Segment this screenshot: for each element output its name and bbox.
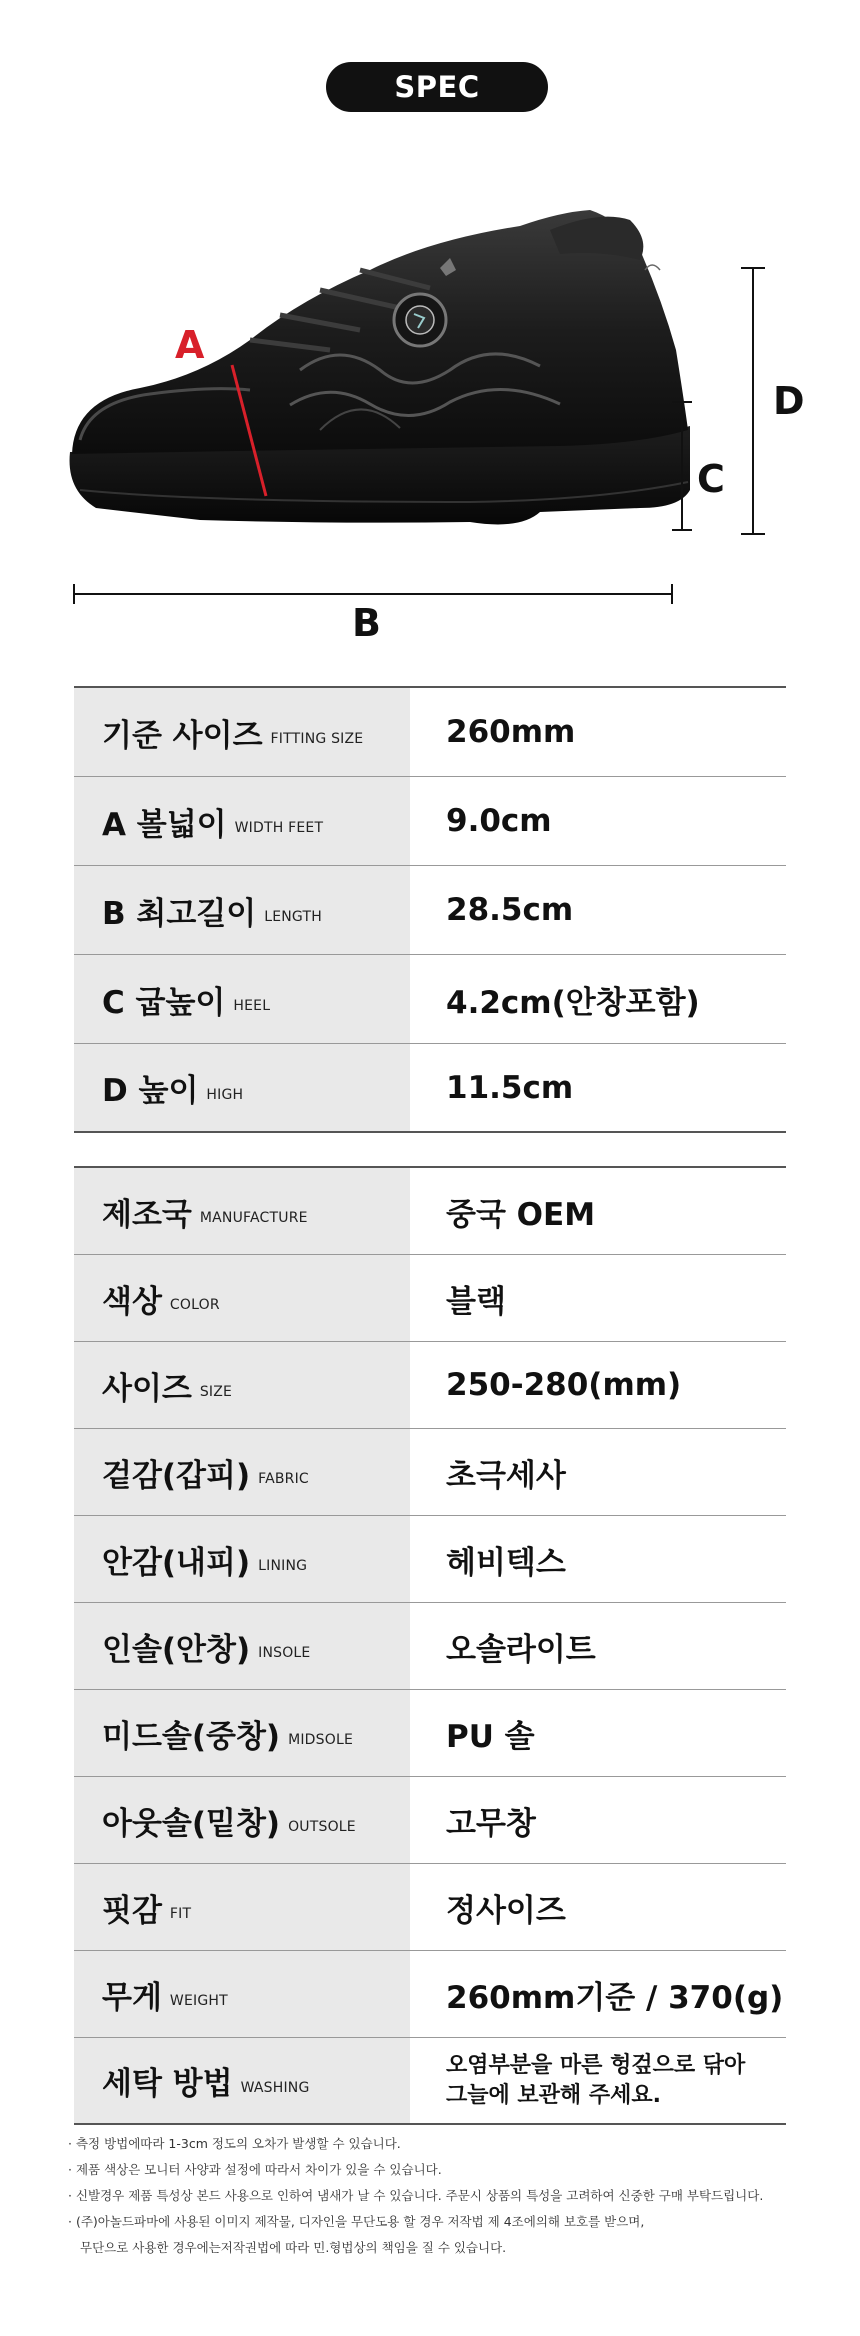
- row-value: 260mm: [410, 688, 786, 776]
- table-row: [74, 866, 786, 955]
- row-label: 안감(내피): [102, 1544, 251, 1581]
- table-row: [74, 1516, 786, 1603]
- table-row: [74, 1603, 786, 1690]
- row-header: [74, 2038, 410, 2123]
- shoe-diagram: [0, 190, 860, 660]
- row-label-en: FABRIC: [258, 1471, 309, 1487]
- table-row: [74, 1690, 786, 1777]
- row-label: 사이즈: [102, 1370, 192, 1407]
- row-label-en: LINING: [258, 1558, 308, 1574]
- washing-line-1: 오염부분을 마른 헝겊으로 닦아: [446, 2052, 746, 2078]
- spec-badge: SPEC: [326, 62, 548, 112]
- row-label: 미드솔(중창): [102, 1718, 281, 1755]
- row-label-en: MANUFACTURE: [199, 1210, 308, 1226]
- row-header: [74, 1255, 410, 1341]
- row-label-en: OUTSOLE: [288, 1819, 356, 1835]
- row-label-en: WIDTH FEET: [234, 820, 324, 836]
- row-label: D 높이: [102, 1073, 199, 1109]
- row-label: 세탁 방법: [102, 2066, 233, 2102]
- row-value: 260mm기준 / 370(g): [410, 1951, 786, 2037]
- dimension-label-a: A: [175, 323, 205, 367]
- row-label-en: FITTING SIZE: [270, 731, 364, 747]
- table-row: [74, 688, 786, 777]
- row-label-en: SIZE: [199, 1384, 233, 1400]
- table-row: [74, 1429, 786, 1516]
- product-info-table: [74, 1166, 786, 2125]
- table-row: [74, 1255, 786, 1342]
- table-row: [74, 1777, 786, 1864]
- note-line: 무단으로 사용한 경우에는저작권법에 따라 민.형법상의 책임을 질 수 있습니다.: [80, 2240, 507, 2255]
- dimension-label-d: D: [773, 379, 805, 423]
- row-header: [74, 866, 410, 954]
- row-value: 28.5cm: [410, 866, 786, 954]
- row-value: 오솔라이트: [410, 1603, 786, 1689]
- row-label-en: WEIGHT: [169, 1993, 228, 2009]
- row-value: 초극세사: [410, 1429, 786, 1515]
- row-label-en: HIGH: [206, 1086, 244, 1103]
- note-line: · 신발경우 제품 특성상 본드 사용으로 인하여 냄새가 날 수 있습니다. 주문시 상품의 특성을 고려하여 신중한 구매 부탁드립니다.: [68, 2188, 764, 2203]
- note-line: · 측정 방법에따라 1-3cm 정도의 오차가 발생할 수 있습니다.: [68, 2136, 401, 2151]
- row-label: 겉감(갑피): [102, 1457, 251, 1494]
- table-row: [74, 2038, 786, 2125]
- row-label-en: LENGTH: [264, 909, 322, 925]
- row-label: 인솔(안창): [102, 1631, 251, 1668]
- table-row: [74, 1168, 786, 1255]
- note-line: · (주)아놀드파마에 사용된 이미지 제작물, 디자인을 무단도용 할 경우 저작법 제 4조에의해 보호를 받으며,: [68, 2214, 645, 2229]
- row-value: 11.5cm: [410, 1044, 786, 1131]
- row-value: PU 솔: [410, 1690, 786, 1776]
- row-value: 4.2cm(안창포함): [410, 955, 786, 1043]
- table-row: [74, 1342, 786, 1429]
- row-label: B 최고길이: [102, 895, 257, 932]
- row-label: C 굽높이: [102, 984, 226, 1021]
- row-label: 무게: [102, 1979, 162, 2016]
- row-label-en: HEEL: [233, 998, 271, 1014]
- row-value: 정사이즈: [410, 1864, 786, 1950]
- row-label: 기준 사이즈: [102, 717, 263, 754]
- row-header: [74, 1690, 410, 1776]
- row-header: [74, 1603, 410, 1689]
- washing-line-2: 그늘에 보관해 주세요.: [446, 2082, 661, 2108]
- row-label-en: COLOR: [169, 1297, 220, 1313]
- row-value: 블랙: [410, 1255, 786, 1341]
- table-row: [74, 777, 786, 866]
- row-label: 제조국: [102, 1196, 192, 1233]
- row-value: 헤비텍스: [410, 1516, 786, 1602]
- note-line: · 제품 색상은 모니터 사양과 설정에 따라서 차이가 있을 수 있습니다.: [68, 2162, 442, 2177]
- row-label-en: FIT: [169, 1906, 192, 1922]
- row-value: 중국 OEM: [410, 1168, 786, 1254]
- row-header: [74, 688, 410, 776]
- row-header: [74, 955, 410, 1043]
- row-label-en: WASHING: [240, 2079, 310, 2096]
- row-header: [74, 777, 410, 865]
- row-header: [74, 1044, 410, 1131]
- table-row: [74, 955, 786, 1044]
- row-label-en: MIDSOLE: [288, 1732, 354, 1748]
- table-row: [74, 1951, 786, 2038]
- table-row: [74, 1864, 786, 1951]
- row-header: [74, 1429, 410, 1515]
- dimension-label-c: C: [697, 457, 725, 501]
- row-header: [74, 1168, 410, 1254]
- size-spec-table: [74, 686, 786, 1133]
- row-header: [74, 1516, 410, 1602]
- row-header: [74, 1342, 410, 1428]
- row-header: [74, 1777, 410, 1863]
- row-label: 색상: [102, 1283, 162, 1320]
- shoe-image: [0, 190, 860, 660]
- row-label-en: INSOLE: [258, 1645, 311, 1661]
- row-header: [74, 1864, 410, 1950]
- row-label: 아웃솔(밑창): [102, 1805, 281, 1842]
- row-value: 고무창: [410, 1777, 786, 1863]
- dimension-label-b: B: [352, 601, 381, 645]
- row-label: A 볼넓이: [102, 806, 227, 843]
- row-value: 250-280(mm): [410, 1342, 786, 1428]
- row-value: [410, 2038, 786, 2123]
- row-header: [74, 1951, 410, 2037]
- notes: [68, 2131, 828, 2261]
- row-label: 핏감: [102, 1892, 162, 1929]
- table-row: [74, 1044, 786, 1133]
- row-value: 9.0cm: [410, 777, 786, 865]
